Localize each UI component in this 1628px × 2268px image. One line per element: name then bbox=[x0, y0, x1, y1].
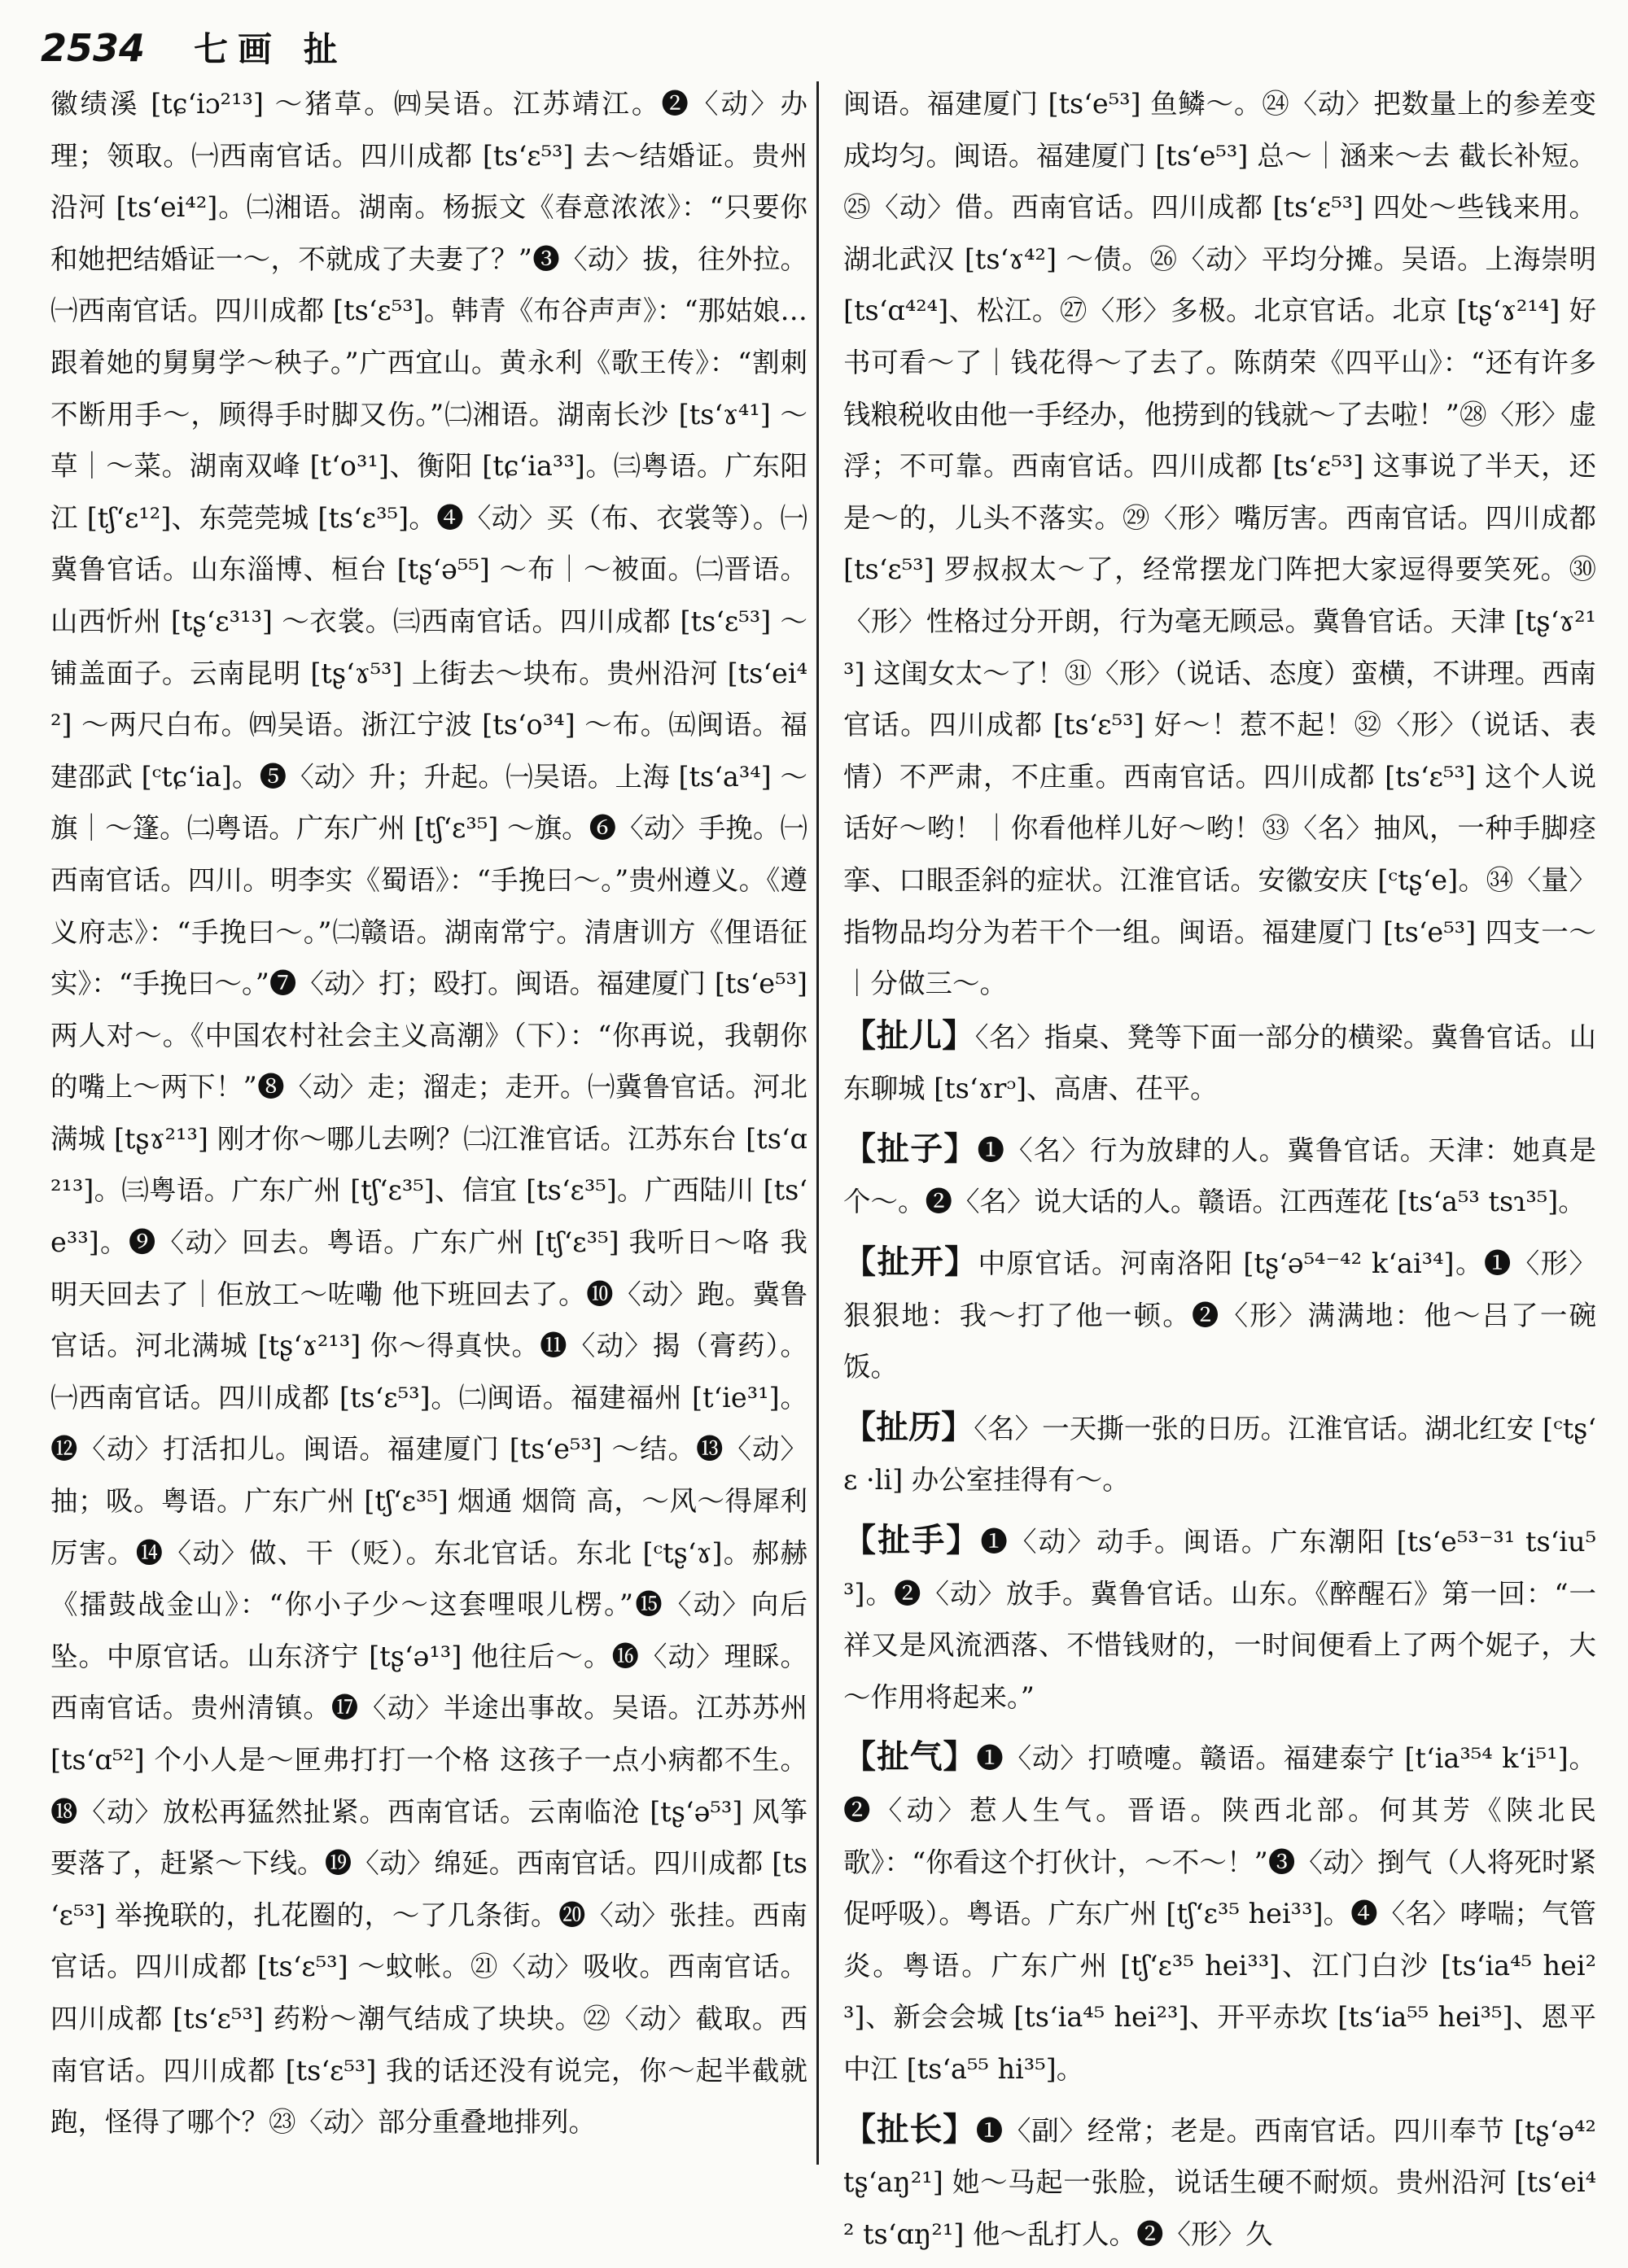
entry-body: ❶〈副〉经常；老是。西南官话。四川奉节 [tʂʻə⁴² tʂʻaŋ²¹] 她～马起一张脸，说话生硬不耐烦。贵州沿河 [tsʻei⁴² tsʻɑŋ²¹] 他～乱打人。❷〈形〉久 bbox=[843, 2114, 1596, 2250]
entry-headword: 【扯手】 bbox=[843, 1521, 981, 1560]
entry-body: ❶〈名〉行为放肆的人。冀鲁官话。天津：她真是个～。❷〈名〉说大话的人。赣语。江西莲花 [tsʻa⁵³ tsɿ³⁵]。 bbox=[843, 1134, 1597, 1218]
entry-headword: 【扯长】 bbox=[843, 2109, 976, 2148]
entry-body: ❶〈动〉动手。闽语。广东潮阳 [tsʻe⁵³⁻³¹ tsʻiu⁵³]。❷〈动〉放手。冀鲁官话。山东。《醉醒石》第一回：“一祥又是风流洒落、不惜钱财的，一时间便看上了两个妮子，大～作用将起来。” bbox=[843, 1526, 1596, 1713]
column-divider bbox=[816, 81, 819, 2165]
dictionary-entry bbox=[843, 1123, 1596, 1228]
entry-headword: 【扯儿】 bbox=[843, 1016, 975, 1055]
page-number: 2534 bbox=[41, 26, 146, 70]
dictionary-entry bbox=[843, 1731, 1596, 2095]
right-column bbox=[843, 78, 1596, 2268]
dictionary-entry bbox=[843, 1514, 1596, 1723]
entry-body: ❶〈动〉打喷嚏。赣语。福建泰宁 [tʻia³⁵⁴ kʻi⁵¹]。❷〈动〉惹人生气。晋语。陕西北部。何其芳《陕北民歌》：“你看这个打伙计，～不～！”❸〈动〉捯气（人将死时紧促呼吸）。粤语。广东广州 [tʃʻɛ³⁵ hei³³]。❹〈名〉哮喘；气管炎。粤语。广东广州 [tʃʻɛ³⁵ hei³³]、江门白沙 [tsʻia⁴⁵ hei²³]、新会会城 [tsʻia⁴⁵ hei²³]、开平赤坎 [tsʻia⁵⁵ hei³⁵]、恩平中江 [tsʻa⁵⁵ hi³⁵]。 bbox=[843, 1742, 1596, 2085]
left-column-text: 徽绩溪 [tɕʻiɔ²¹³] ～猪草。㈣吴语。江苏靖江。❷〈动〉办理；领取。㈠西南官话。四川成都 [tsʻɛ⁵³] 去～结婚证。贵州沿河 [tsʻei⁴²]。㈡湘语。湖南。杨振文《春意浓浓》：“只要你和她把结婚证一～，不就成了夫妻了？”❸〈动〉拔，往外拉。㈠西南官话。四川成都 [tsʻɛ⁵³]。韩青《布谷声声》：“那姑娘…跟着她的舅舅学～秧子。”广西宜山。黄永利《歌王传》：“割刺不断用手～，顾得手时脚又伤。”㈡湘语。湖南长沙 [tsʻɤ⁴¹] ～草｜～菜。湖南双峰 [tʻo³¹]、衡阳 [tɕʻia³³]。㈢粤语。广东阳江 [tʃʻɛ¹²]、东莞莞城 [tsʻɛ³⁵]。❹〈动〉买（布、衣裳等）。㈠冀鲁官话。山东淄博、桓台 [tʂʻə⁵⁵] ～布｜～被面。㈡晋语。山西忻州 [tʂʻɛ³¹³] ～衣裳。㈢西南官话。四川成都 [tsʻɛ⁵³] ～铺盖面子。云南昆明 [tʂʻɤ⁵³] 上街去～块布。贵州沿河 [tsʻei⁴²] ～两尺白布。㈣吴语。浙江宁波 [tsʻo³⁴] ～布。㈤闽语。福建邵武 [ᶜtɕʻia]。❺〈动〉升；升起。㈠吴语。上海 [tsʻa³⁴] ～旗｜～篷。㈡粤语。广东广州 [tʃʻɛ³⁵] ～旗。❻〈动〉手挽。㈠西南官话。四川。明李实《蜀语》：“手挽曰～。”贵州遵义。《遵义府志》：“手挽曰～。”㈡赣语。湖南常宁。清唐训方《俚语征实》：“手挽曰～。”❼〈动〉打；殴打。闽语。福建厦门 [tsʻe⁵³] 两人对～。《中国农村社会主义高潮》（下）：“你再说，我朝你的嘴上～两下！”❽〈动〉走；溜走；走开。㈠冀鲁官话。河北满城 [tʂɤ²¹³] 刚才你～哪儿去咧？㈡江淮官话。江苏东台 [tsʻɑ²¹³]。㈢粤语。广东广州 [tʃʻɛ³⁵]、信宜 [tsʻɛ³⁵]。广西陆川 [tsʻe³³]。❾〈动〉回去。粤语。广东广州 [tʃʻɛ³⁵] 我听日～咯 我明天回去了｜佢放工～咗嘞 他下班回去了。❿〈动〉跑。冀鲁官话。河北满城 [tʂʻɤ²¹³] 你～得真快。⓫〈动〉揭（膏药）。㈠西南官话。四川成都 [tsʻɛ⁵³]。㈡闽语。福建福州 [tʻie³¹]。⓬〈动〉打活扣儿。闽语。福建厦门 [tsʻe⁵³] ～结。⓭〈动〉抽；吸。粤语。广东广州 [tʃʻɛ³⁵] 烟通 烟筒 高，～风～得犀利 厉害。⓮〈动〉做、干（贬）。东北官话。东北 [ᶜtʂʻɤ]。郝赫《擂鼓战金山》：“你小子少～这套哩哏儿楞。”⓯〈动〉向后坠。中原官话。山东济宁 [tʂʻə¹³] 他往后～。⓰〈动〉理睬。西南官话。贵州清镇。⓱〈动〉半途出事故。吴语。江苏苏州 [tsʻɑ⁵²] 个小人是～匣弗打打一个格 这孩子一点小病都不生。⓲〈动〉放松再猛然扯紧。西南官话。云南临沧 [tʂʻə⁵³] 风筝要落了，赶紧～下线。⓳〈动〉绵延。西南官话。四川成都 [tsʻɛ⁵³] 举挽联的，扎花圈的，～了几条街。⓴〈动〉张挂。西南官话。四川成都 [tsʻɛ⁵³] ～蚊帐。㉑〈动〉吸收。西南官话。四川成都 [tsʻɛ⁵³] 药粉～潮气结成了块块。㉒〈动〉截取。西南官话。四川成都 [tsʻɛ⁵³] 我的话还没有说完，你～起半截就跑，怪得了哪个？㉓〈动〉部分重叠地排列。 bbox=[50, 88, 807, 2139]
dictionary-entry bbox=[843, 1401, 1596, 1506]
section-label: 七画 扯 bbox=[194, 29, 348, 69]
page-header bbox=[41, 23, 1595, 75]
right-column-continuation: 闽语。福建厦门 [tsʻe⁵³] 鱼鳞～。㉔〈动〉把数量上的参差变成均匀。闽语。福建厦门 [tsʻe⁵³] 总～｜涵来～去 截长补短。㉕〈动〉借。西南官话。四川成都 [tsʻɛ⁵³] 四处～些钱来用。湖北武汉 [tsʻɤ⁴²] ～债。㉖〈动〉平均分摊。吴语。上海崇明 [tsʻɑ⁴²⁴]、松江。㉗〈形〉多极。北京官话。北京 [tʂʻɤ²¹⁴] 好书可看～了｜钱花得～了去了。陈荫荣《四平山》：“还有许多钱粮税收由他一手经办，他捞到的钱就～了去啦！”㉘〈形〉虚浮；不可靠。西南官话。四川成都 [tsʻɛ⁵³] 这事说了半天，还是～的，儿头不落实。㉙〈形〉嘴厉害。西南官话。四川成都 [tsʻɛ⁵³] 罗叔叔太～了，经常摆龙门阵把大家逗得要笑死。㉚〈形〉性格过分开朗，行为毫无顾忌。冀鲁官话。天津 [tʂʻɤ²¹³] 这闺女太～了！㉛〈形〉（说话、态度）蛮横，不讲理。西南官话。四川成都 [tsʻɛ⁵³] 好～！惹不起！㉜〈形〉（说话、表情）不严肃，不庄重。西南官话。四川成都 [tsʻɛ⁵³] 这个人说话好～哟！｜你看他样儿好～哟！㉝〈名〉抽风，一种手脚痉挛、口眼歪斜的症状。江淮官话。安徽安庆 [ᶜtʂʻe]。㉞〈量〉指物品均分为若干个一组。闽语。福建厦门 [tsʻe⁵³] 四支一～｜分做三～。 bbox=[843, 88, 1596, 1000]
entry-headword: 【扯气】 bbox=[843, 1737, 977, 1776]
dictionary-entry bbox=[843, 1010, 1596, 1115]
entry-body: 中原官话。河南洛阳 [tʂʻə⁵⁴⁻⁴² kʻai³⁴]。❶〈形〉狠狠地：我～打了他一顿。❷〈形〉满满地：他～吕了一碗饭。 bbox=[843, 1248, 1596, 1383]
entry-headword: 【扯开】 bbox=[843, 1243, 978, 1282]
entry-headword: 【扯子】 bbox=[843, 1129, 978, 1168]
left-column bbox=[50, 78, 807, 2148]
dictionary-entry bbox=[843, 2104, 1596, 2261]
entry-body: 〈名〉一天撕一张的日历。江淮官话。湖北红安 [ᶜtʂʻɛ ·li] 办公室挂得有～。 bbox=[843, 1412, 1596, 1497]
entry-body: 〈名〉指桌、凳等下面一部分的横梁。冀鲁官话。山东聊城 [tsʻɤrᵓ]、高唐、茌平。 bbox=[843, 1020, 1597, 1105]
dictionary-entry bbox=[843, 1236, 1596, 1393]
entry-headword: 【扯历】 bbox=[843, 1407, 974, 1446]
